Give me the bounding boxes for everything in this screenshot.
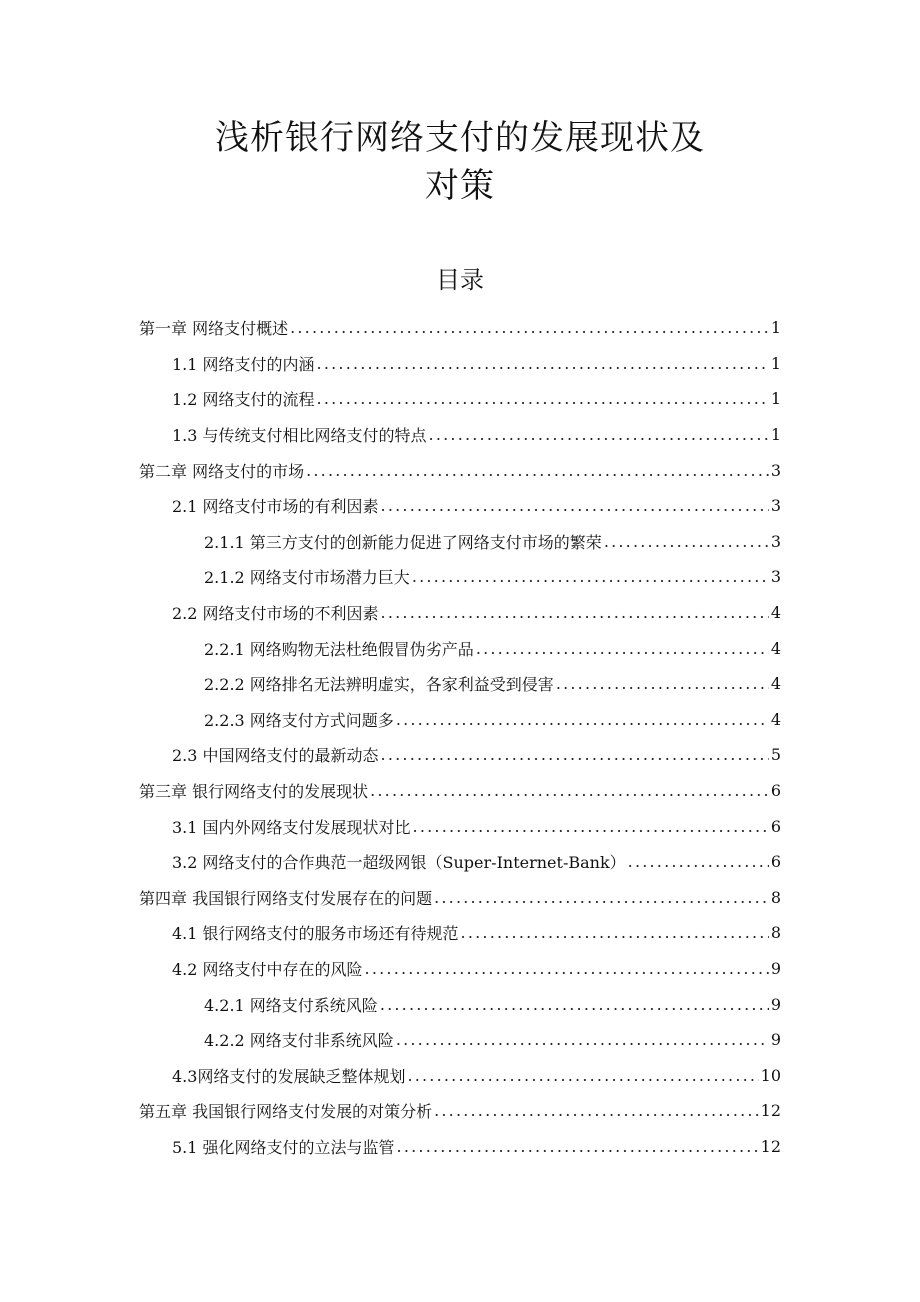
toc-entry[interactable]: [0, 702, 920, 738]
toc-dot-leader: [290, 318, 769, 337]
toc-entry[interactable]: [0, 986, 920, 1022]
toc-page-number: 6: [770, 781, 781, 801]
toc-page-number: 4: [770, 674, 781, 694]
toc-page-number: 10: [760, 1065, 781, 1085]
toc-dot-leader: [380, 995, 769, 1014]
toc-page-number: 3: [770, 531, 781, 551]
toc-entry-label: 2.1.1 第三方支付的创新能力促进了网络支付市场的繁荣: [204, 532, 602, 552]
toc-entry[interactable]: [0, 844, 920, 880]
toc-entry[interactable]: [0, 951, 920, 987]
toc-page-number: 1: [770, 389, 781, 409]
toc-dot-leader: [434, 888, 769, 907]
toc-entry[interactable]: [0, 310, 920, 346]
toc-dot-leader: [412, 567, 769, 586]
toc-page-number: 6: [770, 816, 781, 836]
toc-dot-leader: [396, 710, 769, 729]
toc-entry-label: 1.3 与传统支付相比网络支付的特点: [172, 426, 427, 446]
toc-dot-leader: [370, 781, 769, 800]
toc-dot-leader: [429, 425, 769, 444]
toc-entry[interactable]: [0, 1093, 920, 1129]
toc-entry-label: 5.1 强化网络支付的立法与监管: [172, 1137, 395, 1157]
toc-entry[interactable]: [0, 630, 920, 666]
toc-entry-label: 第二章 网络支付的市场: [139, 461, 305, 481]
toc-entry[interactable]: [0, 1022, 920, 1058]
toc-dot-leader: [604, 532, 769, 551]
toc-entry[interactable]: [0, 880, 920, 916]
toc-dot-leader: [476, 639, 769, 658]
toc-entry-label: 4.1 银行网络支付的服务市场还有待规范: [172, 924, 459, 944]
toc-entry-label: 3.2 网络支付的合作典范一超级网银（Super-Internet-Bank）: [172, 853, 626, 873]
toc-entry-label: 第一章 网络支付概述: [139, 319, 289, 339]
toc-entry-label: 2.2.3 网络支付方式问题多: [204, 710, 394, 730]
toc-entry[interactable]: [0, 417, 920, 453]
toc-page-number: 8: [770, 923, 781, 943]
toc-dot-leader: [317, 389, 769, 408]
toc-entry-label: 1.1 网络支付的内涵: [172, 354, 315, 374]
toc-page-number: 1: [770, 425, 781, 445]
toc-page-number: 8: [770, 887, 781, 907]
toc-dot-leader: [381, 603, 769, 622]
toc-entry[interactable]: [0, 773, 920, 809]
toc-entry[interactable]: [0, 346, 920, 382]
toc-dot-leader: [397, 1137, 759, 1156]
toc-page-number: 3: [770, 460, 781, 480]
toc-dot-leader: [317, 354, 769, 373]
toc-entry-label: 2.2.2 网络排名无法辨明虚实，各家利益受到侵害: [204, 675, 554, 695]
toc-entry[interactable]: [0, 737, 920, 773]
toc-entry[interactable]: [0, 488, 920, 524]
toc-entry-label: 第五章 我国银行网络支付发展的对策分析: [139, 1102, 433, 1122]
toc-page-number: 9: [770, 1030, 781, 1050]
toc-entry-label: 2.2.1 网络购物无法杜绝假冒伪劣产品: [204, 639, 474, 659]
document-title-line-2: 对策: [425, 166, 495, 206]
toc-dot-leader: [381, 496, 769, 515]
toc-page-number: 4: [770, 709, 781, 729]
toc-entry[interactable]: [0, 915, 920, 951]
toc-dot-leader: [381, 745, 769, 764]
toc-dot-leader: [434, 1101, 759, 1120]
toc-page-number: 12: [760, 1136, 781, 1156]
toc-entry[interactable]: [0, 381, 920, 417]
toc-dot-leader: [556, 674, 769, 693]
toc-entry-label: 1.2 网络支付的流程: [172, 390, 315, 410]
toc-dot-leader: [461, 923, 769, 942]
toc-page-number: 5: [770, 745, 781, 765]
document-title-line-1: 浅析银行网络支付的发展现状及: [215, 118, 705, 158]
toc-entry-label: 第四章 我国银行网络支付发展存在的问题: [139, 888, 433, 908]
toc-page-number: 3: [770, 567, 781, 587]
toc-entry-label: 2.3 中国网络支付的最新动态: [172, 746, 379, 766]
toc-entry[interactable]: [0, 1129, 920, 1165]
toc-entry[interactable]: [0, 524, 920, 560]
toc-page-number: 12: [760, 1101, 781, 1121]
toc-entry-label: 4.3网络支付的发展缺乏整体规划: [172, 1066, 406, 1086]
toc-heading: 目录: [436, 266, 484, 294]
toc-page-number: 9: [770, 994, 781, 1014]
toc-dot-leader: [396, 1030, 769, 1049]
toc-page-number: 9: [770, 958, 781, 978]
toc-dot-leader: [407, 1066, 758, 1085]
toc-dot-leader: [306, 461, 769, 480]
toc-page-number: 1: [770, 353, 781, 373]
toc-entry[interactable]: [0, 666, 920, 702]
toc-entry-label: 4.2.1 网络支付系统风险: [204, 995, 378, 1015]
toc-page-number: 4: [770, 603, 781, 623]
toc-dot-leader: [365, 959, 769, 978]
toc-entry[interactable]: [0, 595, 920, 631]
toc-entry[interactable]: [0, 559, 920, 595]
toc-dot-leader: [628, 852, 769, 871]
toc-entry[interactable]: [0, 452, 920, 488]
toc-entry-label: 2.1.2 网络支付市场潜力巨大: [204, 568, 410, 588]
toc-page-number: 3: [770, 496, 781, 516]
table-of-contents: [0, 310, 920, 1164]
toc-entry-label: 2.2 网络支付市场的不利因素: [172, 604, 379, 624]
toc-page-number: 1: [770, 318, 781, 338]
toc-entry[interactable]: [0, 808, 920, 844]
toc-dot-leader: [413, 817, 769, 836]
toc-page-number: 4: [770, 638, 781, 658]
toc-entry-label: 4.2.2 网络支付非系统风险: [204, 1031, 394, 1051]
toc-entry-label: 2.1 网络支付市场的有利因素: [172, 497, 379, 517]
toc-page-number: 6: [770, 852, 781, 872]
toc-entry-label: 4.2 网络支付中存在的风险: [172, 959, 363, 979]
toc-entry-label: 3.1 国内外网络支付发展现状对比: [172, 817, 411, 837]
toc-entry-label: 第三章 银行网络支付的发展现状: [139, 782, 369, 802]
toc-entry[interactable]: [0, 1057, 920, 1093]
